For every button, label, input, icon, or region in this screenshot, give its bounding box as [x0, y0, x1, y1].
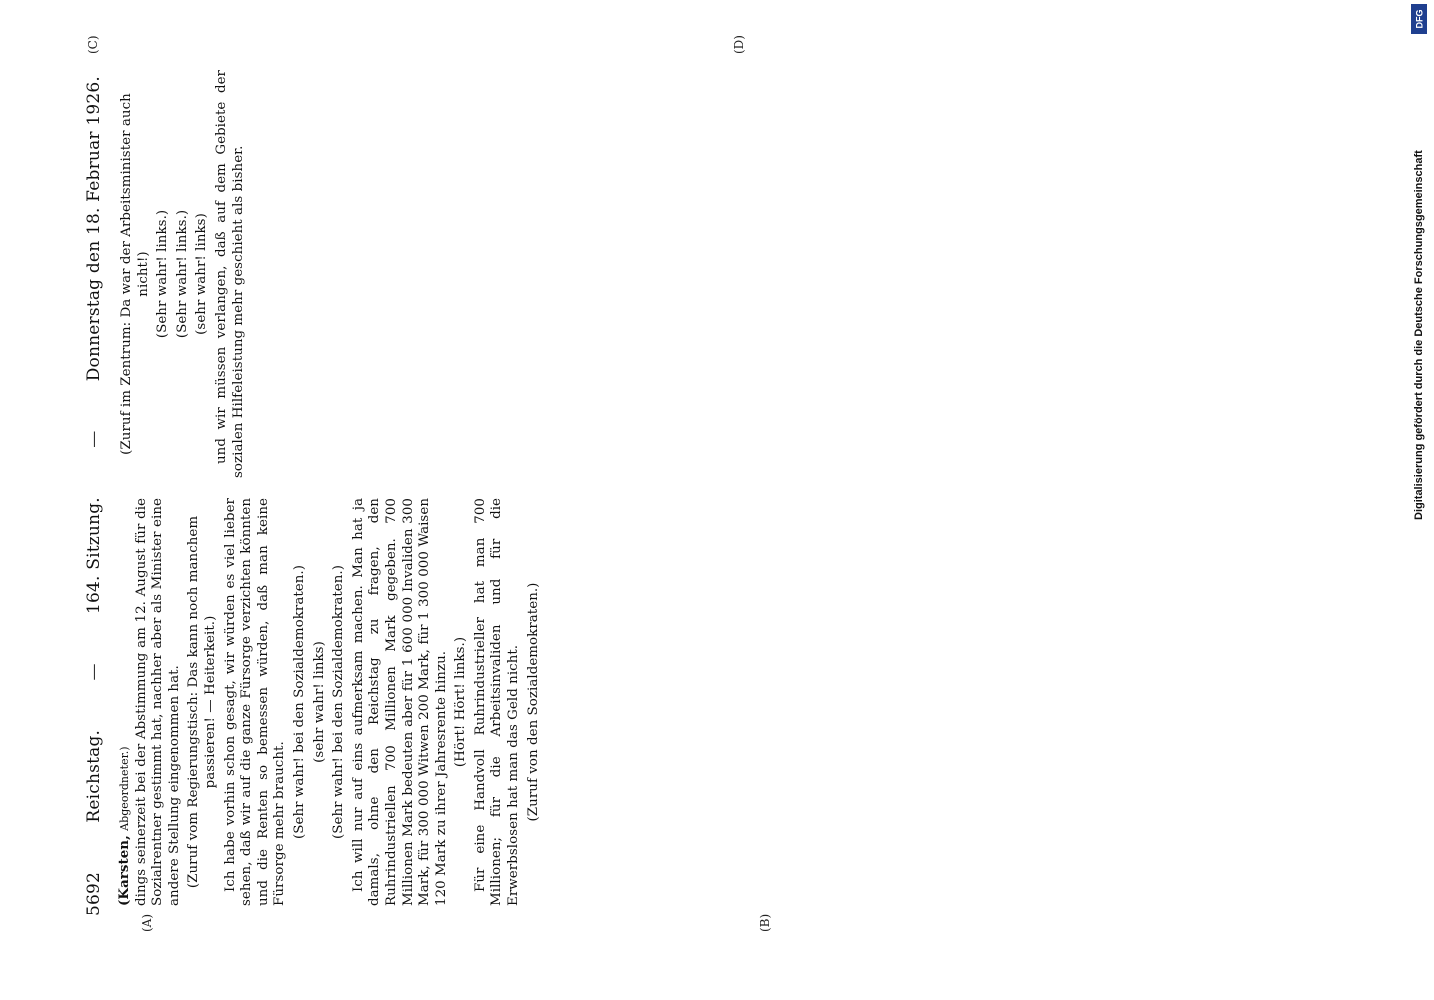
speaker-line: [116, 498, 134, 906]
dfg-credit-strip: [1410, 4, 1428, 524]
interjection: (Zuruf im Zentrum: Da war der Arbeitsminister auch nicht!): [119, 93, 151, 455]
margin-marker-c: (C): [86, 35, 100, 54]
interjection: (Zuruf vom Regierungstisch: Das kann noch manchem passieren! — Heiterkeit.): [186, 515, 218, 889]
left-column: [116, 498, 545, 906]
header-separator: —: [84, 430, 104, 448]
paragraph: dings seinerzeit bei der Abstimmung am 12. August für die Sozialrentner gestimmt hat, nachher aber als Minister eine andere Stellung eingenommen hat.: [133, 498, 182, 906]
margin-marker-a: (A): [140, 913, 154, 932]
paragraph: Für eine Handvoll Ruhrindustrieller hat man 700 Millionen; für die Arbeitsinvaliden und für die Erwerbslosen hat man das Geld nicht.: [472, 498, 522, 906]
header-body: Reichstag.: [84, 729, 104, 823]
paragraph: und wir müssen verlangen, daß auf dem Gebiete der sozialen Hilfeleistung mehr geschieht als bisher.: [213, 70, 246, 478]
dfg-credit-text: Digitalisierung gefördert durch die Deutsche Forschungsgemeinschaft: [1413, 150, 1425, 520]
interjection: (Sehr wahr! bei den Sozialdemokraten.): [331, 564, 347, 840]
header-date: Donnerstag den 18. Februar 1926.: [84, 76, 104, 382]
margin-marker-b: (B): [758, 913, 772, 932]
interjection: (Hört! Hört! links.): [453, 636, 469, 768]
margin-marker-d: (D): [732, 35, 746, 54]
header-separator: —: [84, 663, 104, 681]
right-column: [116, 70, 247, 478]
page-header: [84, 76, 110, 916]
paragraph: Ich habe vorhin schon gesagt, wir würden es viel lieber sehen, daß wir auf die ganze Fürsorge verzichten könnten und die Renten so bemessen würden, daß man keine Fürsorge mehr braucht.: [222, 498, 288, 906]
interjection: (Zuruf von den Sozialdemokraten.): [525, 582, 541, 822]
interjection: (sehr wahr! links): [194, 213, 210, 335]
dfg-logo: DFG: [1411, 4, 1427, 34]
paragraph: Ich will nur auf eins aufmerksam machen. Man hat ja damals, ohne den Reichstag zu fragen, den Ruhrindustriellen 700 Millionen Mark gegeben. 700 Millionen Mark bedeuten aber für 1 600 000 Invaliden 300 Mark, für 300 000 Witwen 200 Mark, für 1 300 000 Waisen 120 Mark zu ihrer Jahresrente hinzu.: [350, 498, 449, 906]
speaker-role: Abgeordneter.): [118, 746, 131, 831]
interjection: (sehr wahr! links): [311, 641, 327, 763]
page-number: 5692: [84, 871, 104, 916]
interjection: (Sehr wahr! links.): [174, 209, 190, 339]
interjection: (Sehr wahr! links.): [155, 209, 171, 339]
header-session: 164. Sitzung.: [84, 497, 104, 615]
speaker-name: (Karsten,: [116, 835, 132, 906]
interjection: (Sehr wahr! bei den Sozialdemokraten.): [291, 564, 307, 840]
